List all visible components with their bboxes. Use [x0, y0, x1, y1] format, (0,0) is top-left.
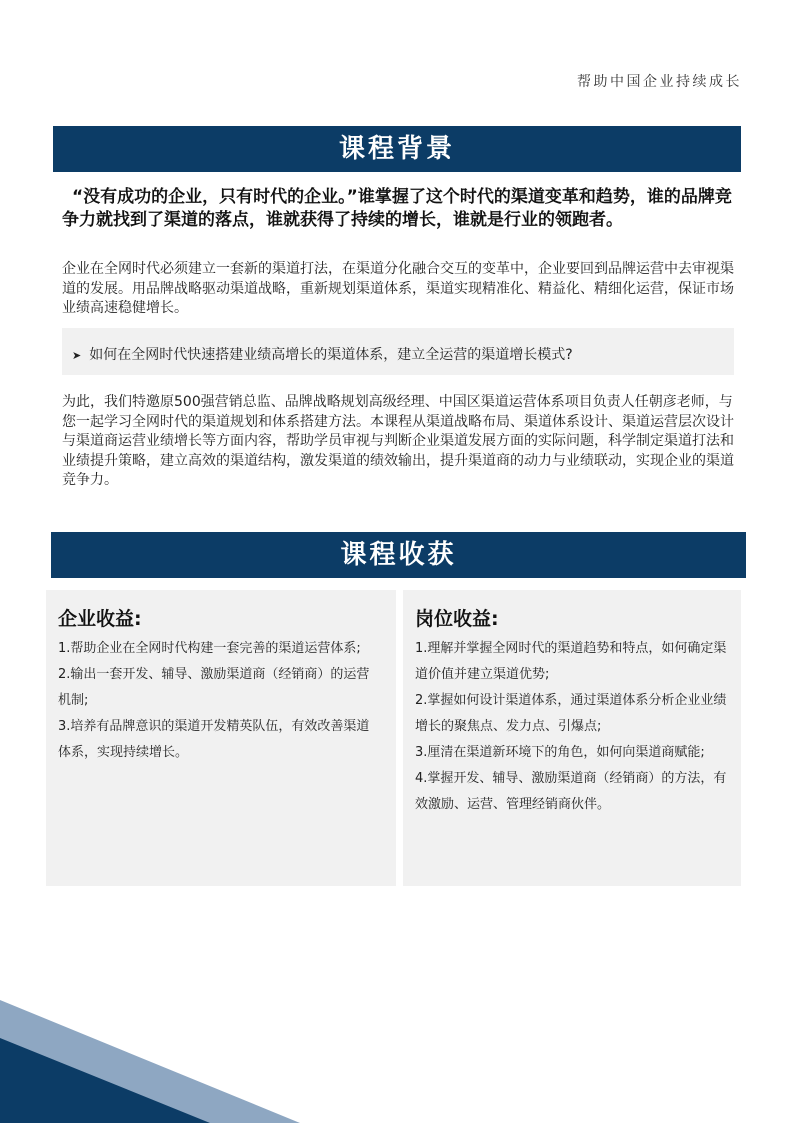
body-paragraph: 为此，我们特邀原500强营销总监、品牌战略规划高级经理、中国区渠道运营体系项目负责人任朝彦老师，与您一起学习全网时代的渠道规划和体系搭建方法。本课程从渠道战略布局、渠道体系设计、渠道运营层次设计与渠道商运营业绩增长等方面内容，帮助学员审视与判断企业渠道发展方面的实际问题，科学制定渠道打法和业绩提升策略，建立高效的渠道结构，激发渠道的绩效输出，提升渠道商的动力与业绩联动，实现企业的渠道竞争力。: [62, 394, 734, 488]
list-item: 2.掌握如何设计渠道体系，通过渠道体系分析企业业绩增长的聚焦点、发力点、引爆点;: [415, 693, 727, 734]
enterprise-benefits-card: [46, 590, 396, 886]
list-item: 3.培养有品牌意识的渠道开发精英队伍，有效改善渠道体系，实现持续增长。: [58, 719, 370, 760]
enterprise-benefits-list: [58, 636, 382, 766]
list-item: 4.掌握开发、辅导、激励渠道商（经销商）的方法，有效激励、运营、管理经销商伙伴。: [415, 771, 727, 812]
list-item: 3.厘清在渠道新环境下的角色，如何向渠道商赋能;: [415, 745, 705, 760]
list-item: 1.帮助企业在全网时代构建一套完善的渠道运营体系;: [58, 641, 361, 656]
section-title-background: 课程背景: [53, 126, 741, 172]
lead-quote: “没有成功的企业，只有时代的企业。”谁掌握了这个时代的渠道变革和趋势，谁的品牌竞争力就找到了渠道的落点，谁就获得了持续的增长，谁就是行业的领跑者。: [62, 187, 732, 230]
intro-paragraph: 企业在全网时代必须建立一套新的渠道打法，在渠道分化融合交互的变革中，企业要回到品牌运营中去审视渠道的发展。用品牌战略驱动渠道战略，重新规划渠道体系，渠道实现精准化、精益化、精细化运营，保证市场业绩高速稳健增长。: [62, 261, 734, 316]
arrow-bullet-icon: ➤: [72, 349, 82, 362]
header-tagline: 帮助中国企业持续成长: [577, 74, 742, 90]
position-benefits-list: [415, 636, 727, 818]
question-text: 如何在全网时代快速搭建业绩高增长的渠道体系，建立全运营的渠道增长模式?: [89, 347, 573, 363]
position-benefits-card: [403, 590, 741, 886]
list-item: 2.输出一套开发、辅导、激励渠道商（经销商）的运营机制;: [58, 667, 370, 708]
list-item: 1.理解并掌握全网时代的渠道趋势和特点，如何确定渠道价值并建立渠道优势;: [415, 641, 727, 682]
question-callout: [62, 328, 734, 375]
corner-decoration: [0, 1000, 320, 1123]
position-benefits-title: 岗位收益:: [415, 608, 499, 630]
enterprise-benefits-title: 企业收益:: [58, 608, 142, 630]
section-title-gains: 课程收获: [51, 532, 746, 578]
question-line: [72, 344, 573, 364]
